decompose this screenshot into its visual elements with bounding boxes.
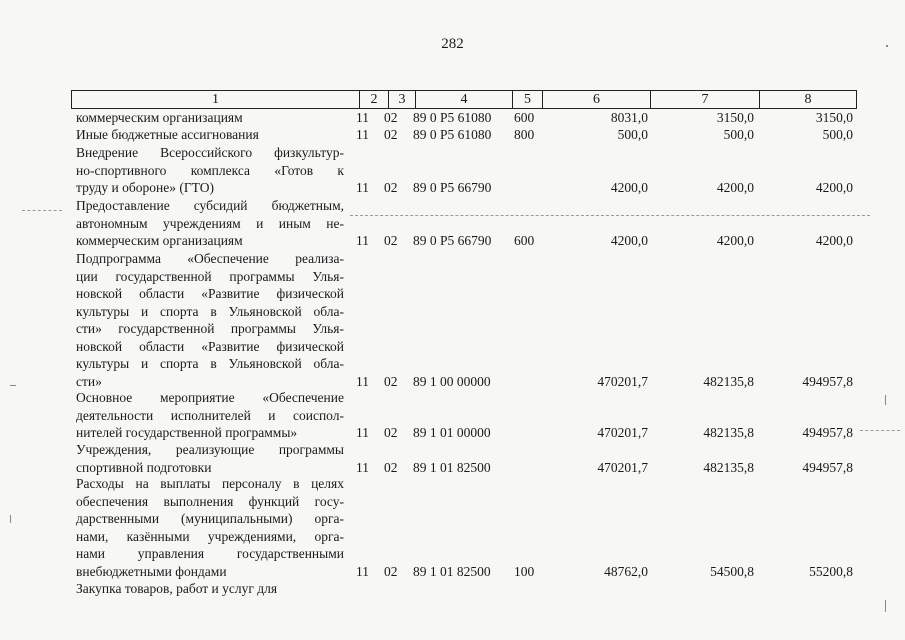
description-line: нами, казёнными учреждениями, орга-: [76, 528, 344, 544]
cell-c5: 800: [514, 127, 535, 142]
header-col-8: 8: [804, 92, 812, 107]
cell-c3: 02: [384, 233, 398, 248]
scan-speck: [10, 385, 16, 386]
description-line: новской области «Развитие физической: [76, 286, 344, 301]
scan-artifact-line: [860, 430, 900, 431]
description-line: деятельности исполнителей и соиспол-: [76, 407, 344, 423]
header-col-5: 5: [524, 92, 531, 107]
cell-c3: 02: [384, 563, 398, 579]
cell-c4: 89 1 01 82500: [413, 563, 491, 579]
scan-artifact-line: [350, 215, 870, 216]
cell-c8: 494957,8: [802, 373, 853, 389]
cell-c7: 482135,8: [703, 459, 754, 475]
row-description: [76, 197, 344, 250]
cell-c2: 11: [356, 180, 369, 195]
cell-c7: 3150,0: [716, 110, 754, 125]
header-col-2: 2: [370, 92, 378, 107]
description-line: но-спортивного комплекса «Готов к: [76, 162, 344, 178]
description-line: Закупка товаров, работ и услуг для: [76, 581, 278, 596]
cell-c6: 500,0: [617, 127, 648, 142]
cell-c3: 02: [384, 425, 398, 440]
cell-c8: 4200,0: [815, 233, 853, 248]
cell-c2: 11: [356, 425, 369, 440]
row-description: [76, 475, 344, 580]
description-line: сти»: [76, 373, 102, 389]
scan-speck: [10, 515, 11, 523]
description-line: спортивной подготовки: [76, 459, 212, 475]
description-line: автономным учреждениям и иным не-: [76, 215, 344, 231]
cell-c6: 4200,0: [610, 233, 648, 248]
description-line: Подпрограмма «Обеспечение реализа-: [76, 251, 344, 266]
cell-c7: 482135,8: [703, 425, 754, 440]
description-line: обеспечения выполнения функций госу-: [76, 493, 344, 509]
scan-artifact-line: [22, 210, 62, 211]
cell-c6: 48762,0: [604, 563, 648, 579]
cell-c2: 11: [356, 563, 369, 579]
cell-c2: 11: [356, 127, 369, 142]
row-description: [76, 580, 344, 598]
cell-c3: 02: [384, 110, 398, 125]
scan-speck: [886, 45, 888, 47]
cell-c4: 89 0 Р5 66790: [413, 180, 492, 195]
cell-c6: 470201,7: [597, 459, 648, 475]
description-line: Расходы на выплаты персоналу в целях: [76, 476, 344, 491]
cell-c7: 482135,8: [703, 373, 754, 389]
table-header: [71, 90, 857, 109]
cell-c3: 02: [384, 127, 398, 142]
cell-c2: 11: [356, 233, 369, 248]
cell-c4: 89 0 Р5 66790: [413, 233, 492, 248]
cell-c8: 494957,8: [802, 425, 853, 440]
scan-speck: [885, 395, 886, 405]
header-col-3: 3: [398, 92, 406, 107]
cell-c4: 89 1 01 82500: [413, 459, 491, 475]
cell-c4: 89 1 01 00000: [413, 425, 491, 440]
description-line: культуры и спорта в Ульяновской обла-: [76, 303, 344, 319]
header-col-6: 6: [593, 92, 600, 107]
description-line: ции государственной программы Улья-: [76, 268, 344, 284]
row-description: [76, 109, 344, 127]
row-description: [76, 126, 344, 144]
header-col-4: 4: [460, 92, 468, 107]
description-line: Основное мероприятие «Обеспечение: [76, 390, 344, 405]
cell-c3: 02: [384, 459, 398, 475]
row-description: [76, 441, 344, 476]
cell-c8: 4200,0: [815, 180, 853, 195]
row-description: [76, 389, 344, 442]
cell-c6: 4200,0: [610, 180, 648, 195]
cell-c3: 02: [384, 180, 398, 195]
cell-c7: 4200,0: [716, 233, 754, 248]
cell-c5: 600: [514, 110, 535, 125]
description-line: Внедрение Всероссийского физкультур-: [76, 145, 344, 160]
description-line: внебюджетными фондами: [76, 563, 227, 579]
description-line: Учреждения, реализующие программы: [76, 442, 344, 457]
description-line: культуры и спорта в Ульяновской обла-: [76, 356, 344, 371]
description-line: коммерческим организациям: [76, 110, 243, 125]
description-line: Предоставление субсидий бюджетным,: [76, 198, 344, 213]
header-col-7: 7: [701, 92, 709, 107]
cell-c8: 494957,8: [802, 459, 853, 475]
cell-c6: 470201,7: [597, 425, 648, 440]
cell-c4: 89 1 00 00000: [413, 373, 491, 389]
cell-c6: 470201,7: [597, 373, 648, 389]
cell-c2: 11: [356, 459, 369, 475]
cell-c5: 600: [514, 233, 535, 248]
cell-c7: 500,0: [723, 127, 754, 142]
description-line: коммерческим организациям: [76, 233, 243, 248]
row-description: [76, 250, 344, 390]
cell-c8: 3150,0: [815, 110, 853, 125]
page-number: 282: [441, 36, 464, 52]
cell-c7: 54500,8: [710, 563, 754, 579]
cell-c8: 55200,8: [809, 563, 853, 579]
cell-c4: 89 0 Р5 61080: [413, 127, 492, 142]
cell-c4: 89 0 Р5 61080: [413, 110, 492, 125]
description-line: нами управления государственными: [76, 546, 344, 561]
row-description: [76, 144, 344, 197]
description-line: труду и обороне» (ГТО): [76, 180, 214, 195]
scan-speck: [885, 600, 886, 612]
description-line: нителей государственной программы»: [76, 425, 298, 440]
cell-c5: 100: [514, 563, 535, 579]
cell-c2: 11: [356, 373, 369, 389]
cell-c3: 02: [384, 373, 398, 389]
cell-c2: 11: [356, 110, 369, 125]
description-line: Иные бюджетные ассигнования: [76, 127, 259, 142]
cell-c7: 4200,0: [716, 180, 754, 195]
header-col-1: 1: [212, 92, 219, 107]
description-line: новской области «Развитие физической: [76, 338, 344, 354]
cell-c6: 8031,0: [610, 110, 648, 125]
cell-c8: 500,0: [822, 127, 853, 142]
description-line: сти» государственной программы Улья-: [76, 321, 344, 336]
description-line: дарственными (муниципальными) орга-: [76, 511, 344, 526]
